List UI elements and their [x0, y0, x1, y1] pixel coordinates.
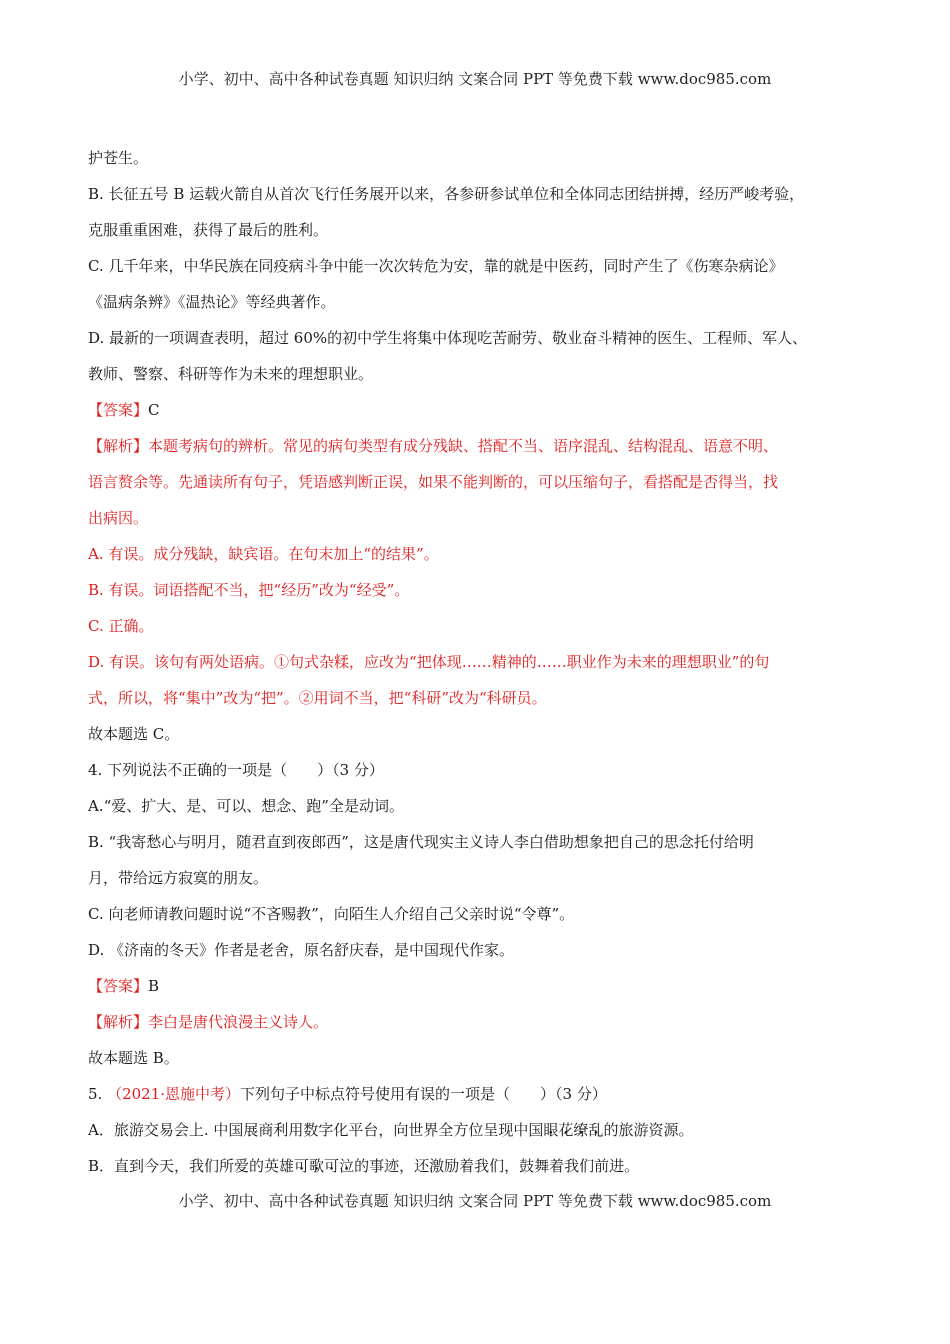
q3-analysis-line3: 出病因。 — [88, 509, 149, 527]
q3-explain-b: B. 有误。词语搭配不当，把“经历”改为“经受”。 — [88, 581, 410, 599]
q4-option-a: A.“爱、扩大、是、可以、想念、跑”全是动词。 — [88, 797, 404, 815]
q4-option-b-line2: 月，带给远方寂寞的朋友。 — [88, 869, 269, 887]
q5-stem-text: 下列句子中标点符号使用有误的一项是（ ）（3 分） — [240, 1085, 607, 1103]
answer-value: B — [148, 977, 160, 995]
page-footer: 小学、初中、高中各种试卷真题 知识归纳 文案合同 PPT 等免费下载 www.doc985.com — [178, 1192, 772, 1210]
q4-conclusion: 故本题选 B。 — [88, 1049, 179, 1067]
answer-tag: 【答案】 — [88, 977, 149, 995]
emphasis-char: 歌 • — [309, 1157, 324, 1175]
q3-explain-c: C. 正确。 — [88, 617, 154, 635]
q5-option-a — [88, 1112, 878, 1148]
q3-explain-d-line1: D. 有误。该句有两处语病。①句式杂糅，应改为“把体现……精神的……职业作为未来的理想职业”的句 — [88, 653, 770, 671]
answer-tag: 【答案】 — [88, 401, 149, 419]
q3-conclusion: 故本题选 C。 — [88, 725, 180, 743]
q5-option-b — [88, 1148, 878, 1184]
emphasis-char: 眼 • — [543, 1121, 558, 1139]
q3-option-b-line1: B. 长征五号 B 运载火箭自从首次飞行任务展开以来，各参研参试单位和全体同志团结拼搏，经历严峻考验， — [88, 185, 805, 203]
q5-option-b-post: 的事迹，还激励着我们，鼓舞着我们前进。 — [354, 1157, 640, 1175]
q5-option-a-post: 的旅游资源。 — [603, 1121, 694, 1139]
q3-analysis-line2: 语言赘余等。先通读所有句子，凭语感判断正误，如果不能判断的，可以压缩句子，看搭配是否得当，找 — [88, 473, 779, 491]
document-body — [88, 140, 878, 1184]
emphasis-char: 缭 • — [573, 1121, 588, 1139]
q3-option-a-tail: 护苍生。 — [88, 149, 149, 167]
q5-option-a-pre: A．旅游交易会上. 中国展商利用数字化平台，向世界全方位呈现中国 — [88, 1121, 544, 1139]
q4-option-d: D. 《济南的冬天》作者是老舍，原名舒庆春，是中国现代作家。 — [88, 941, 515, 959]
q3-option-c-line1: C. 几千年来，中华民族在同疫病斗争中能一次次转危为安，靠的就是中医药，同时产生了《伤寒杂病论》 — [88, 257, 784, 275]
emphasis-char: 可 • — [324, 1157, 339, 1175]
q3-explain-a: A. 有误。成分残缺，缺宾语。在句末加上“的结果”。 — [88, 545, 439, 563]
emphasis-char: 乱 • — [588, 1121, 603, 1139]
emphasis-char: 泣 • — [339, 1157, 354, 1175]
q3-analysis-line1 — [88, 428, 878, 464]
q3-explain-d-line2: 式，所以，将“集中”改为“把”。②用词不当，把“科研”改为“科研员。 — [88, 689, 547, 707]
emphasis-char: 花 • — [558, 1121, 573, 1139]
analysis-text: 本题考病句的辨析。常见的病句类型有成分残缺、搭配不当、语序混乱、结构混乱、语意不明、 — [148, 437, 779, 455]
q3-option-c-line2: 《温病条辨》《温热论》等经典著作。 — [88, 293, 336, 311]
q5-stem — [88, 1076, 878, 1112]
q4-stem: 4. 下列说法不正确的一项是（ ）（3 分） — [88, 761, 384, 779]
emphasis-char: 可 • — [294, 1157, 309, 1175]
q3-option-b-line2: 克服重重困难，获得了最后的胜利。 — [88, 221, 329, 239]
q3-option-d-line2: 教师、警察、科研等作为未来的理想职业。 — [88, 365, 374, 383]
q4-answer — [88, 968, 878, 1004]
analysis-tag: 【解析】 — [88, 437, 149, 455]
analysis-text: 李白是唐代浪漫主义诗人。 — [148, 1013, 329, 1031]
q3-answer — [88, 392, 878, 428]
q3-option-d-line1: D. 最新的一项调查表明，超过 60%的初中学生将集中体现吃苦耐劳、敬业奋斗精神的医生、工程师、军人、 — [88, 329, 808, 347]
page-header: 小学、初中、高中各种试卷真题 知识归纳 文案合同 PPT 等免费下载 www.doc985.com — [178, 70, 772, 88]
q5-number: 5. — [88, 1085, 108, 1103]
q4-option-b-line1: B. “我寄愁心与明月，随君直到夜郎西”，这是唐代现实主义诗人李白借助想象把自己的思念托付给明 — [88, 833, 754, 851]
q4-analysis — [88, 1004, 878, 1040]
analysis-tag: 【解析】 — [88, 1013, 149, 1031]
q5-option-b-pre: B．直到今天，我们所爱的英雄 — [88, 1157, 295, 1175]
answer-value: C — [148, 401, 160, 419]
q4-option-c: C. 向老师请教问题时说“不吝赐教”，向陌生人介绍自己父亲时说“令尊”。 — [88, 905, 575, 923]
q5-source: （2021·恩施中考） — [107, 1085, 241, 1103]
